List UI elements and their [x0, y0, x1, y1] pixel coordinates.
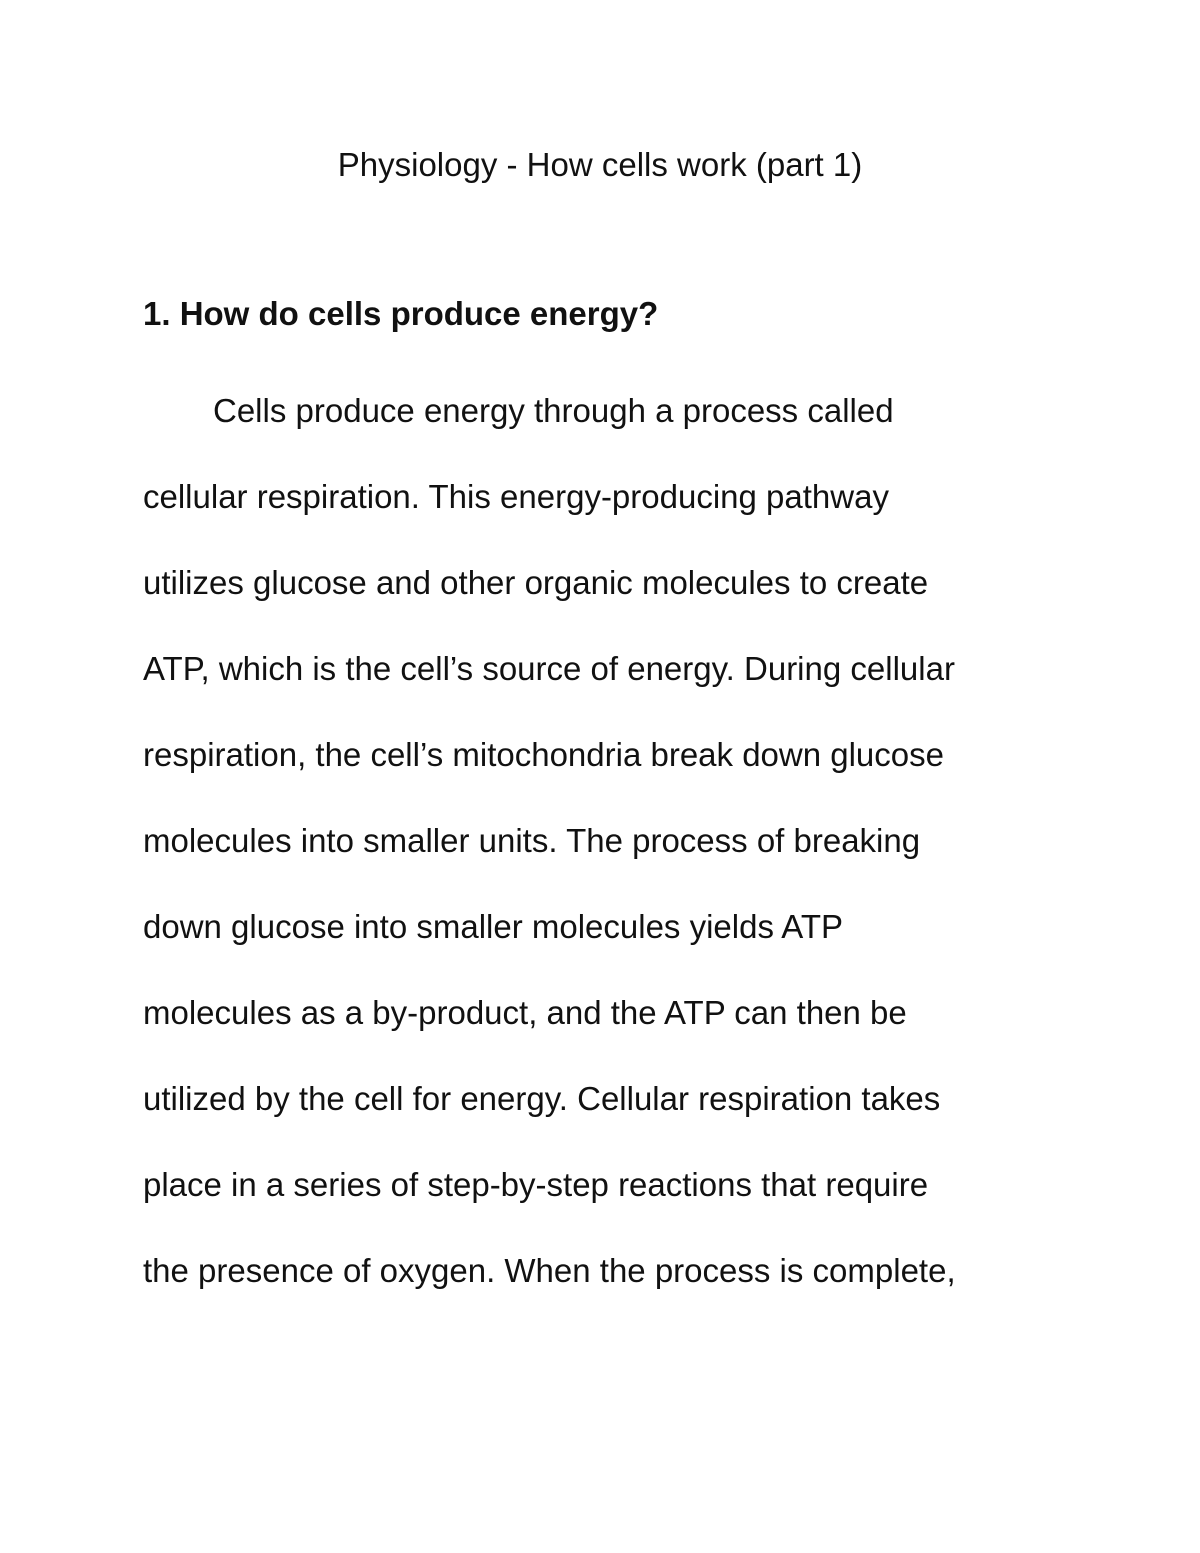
paragraph-line: respiration, the cell’s mitochondria break down glucose	[143, 736, 944, 773]
paragraph-line: down glucose into smaller molecules yields ATP	[143, 908, 844, 945]
paragraph-line: the presence of oxygen. When the process is complete,	[143, 1252, 956, 1289]
document-title: Physiology - How cells work (part 1)	[337, 146, 863, 183]
paragraph-line: molecules as a by-product, and the ATP can then be	[143, 994, 907, 1031]
paragraph-line: ATP, which is the cell’s source of energy. During cellular	[143, 650, 955, 687]
paragraph-line: cellular respiration. This energy-producing pathway	[143, 478, 889, 515]
paragraph-line: Cells produce energy through a process called	[213, 392, 894, 429]
paragraph-line: place in a series of step-by-step reactions that require	[143, 1166, 929, 1203]
body-paragraph	[143, 389, 1083, 1335]
paragraph-line: utilizes glucose and other organic molecules to create	[143, 564, 929, 601]
paragraph-line: utilized by the cell for energy. Cellular respiration takes	[143, 1080, 941, 1117]
section-heading: 1. How do cells produce energy?	[143, 295, 659, 332]
paragraph-line: molecules into smaller units. The process of breaking	[143, 822, 921, 859]
